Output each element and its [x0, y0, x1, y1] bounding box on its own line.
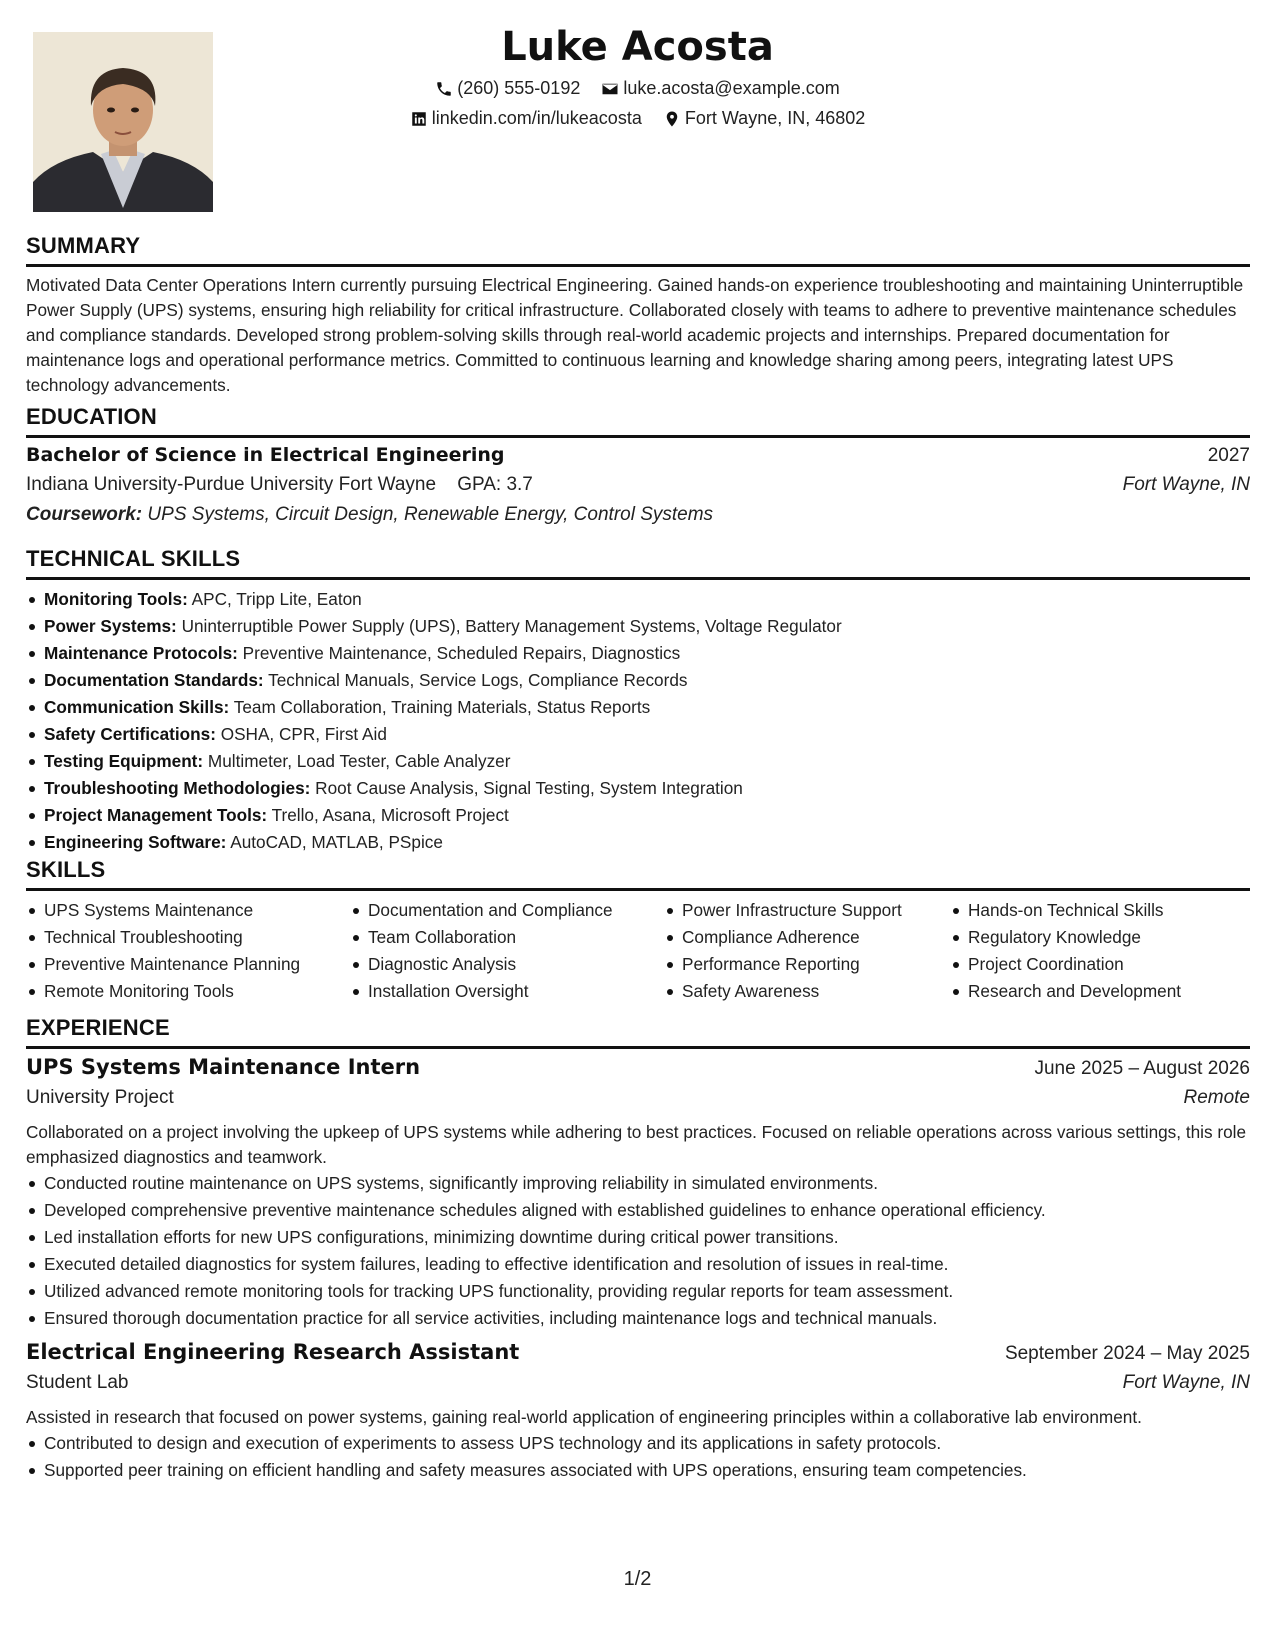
contact-row-2 [0, 108, 1275, 133]
job-title: Electrical Engineering Research Assistant [26, 1340, 520, 1364]
list-item: Technical Troubleshooting [26, 924, 326, 951]
education-school-row [26, 474, 1250, 504]
list-item: Diagnostic Analysis [350, 951, 640, 978]
skills-grid [26, 897, 1250, 1005]
email-text: luke.acosta@example.com [623, 78, 840, 98]
skills-column-1 [26, 897, 326, 1005]
school-line [26, 474, 533, 496]
education-degree-row [26, 444, 1250, 474]
list-item: Installation Oversight [350, 978, 640, 1005]
list-item [26, 802, 1250, 829]
list-item [26, 748, 1250, 775]
job-org-row [26, 1087, 1250, 1117]
gpa: GPA: 3.7 [457, 474, 533, 495]
technical-skills-section [26, 546, 1250, 856]
school-name: Indiana University-Purdue University Fort Wayne [26, 474, 437, 495]
skill-values: Multimeter, Load Tester, Cable Analyzer [207, 751, 511, 771]
list-item [26, 586, 1250, 613]
job-dates: September 2024 – May 2025 [1004, 1343, 1250, 1364]
education-heading: EDUCATION [26, 404, 1250, 438]
job-location: Fort Wayne, IN [1122, 1372, 1250, 1393]
skill-values: Preventive Maintenance, Scheduled Repairs, Diagnostics [242, 643, 681, 663]
list-item: Ensured thorough documentation practice for all service activities, including maintenance logs and technical manuals. [26, 1305, 1250, 1332]
job-description: Assisted in research that focused on power systems, gaining real-world application of engineering principles within a collaborative lab environment. [26, 1407, 1142, 1427]
school-location: Fort Wayne, IN [1122, 474, 1250, 495]
list-item [26, 775, 1250, 802]
job-organization: University Project [26, 1087, 174, 1108]
experience-entry [26, 1055, 1250, 1332]
job-title-row [26, 1340, 1250, 1372]
experience-heading: EXPERIENCE [26, 1015, 1250, 1049]
graduation-year: 2027 [1207, 445, 1250, 466]
list-item: Power Infrastructure Support [664, 897, 926, 924]
list-item: Preventive Maintenance Planning [26, 951, 326, 978]
list-item: Research and Development [950, 978, 1220, 1005]
coursework-line [26, 504, 1250, 534]
job-dates: June 2025 – August 2026 [1034, 1058, 1250, 1079]
summary-section [26, 233, 1250, 398]
email-contact[interactable] [601, 78, 839, 99]
list-item: Supported peer training on efficient handling and safety measures associated with UPS operations, ensuring team competencies. [26, 1457, 1250, 1484]
skills-column-2 [350, 897, 640, 1005]
skill-category: Documentation Standards: [44, 670, 264, 690]
skills-column-3 [664, 897, 926, 1005]
skill-category: Maintenance Protocols: [44, 643, 238, 663]
list-item: Safety Awareness [664, 978, 926, 1005]
coursework-list: UPS Systems, Circuit Design, Renewable Energy, Control Systems [147, 504, 714, 525]
list-item: Hands-on Technical Skills [950, 897, 1220, 924]
job-organization: Student Lab [26, 1372, 129, 1393]
list-item: Team Collaboration [350, 924, 640, 951]
list-item: Led installation efforts for new UPS configurations, minimizing downtime during critical power transitions. [26, 1224, 1250, 1251]
list-item: Regulatory Knowledge [950, 924, 1220, 951]
skill-values: Technical Manuals, Service Logs, Compliance Records [268, 670, 688, 690]
skill-category: Testing Equipment: [44, 751, 204, 771]
skill-values: Team Collaboration, Training Materials, Status Reports [233, 697, 651, 717]
education-section [26, 404, 1250, 534]
list-item [26, 667, 1250, 694]
job-description: Collaborated on a project involving the upkeep of UPS systems while adhering to best practices. Focused on reliable operations across various settings, this role emphasized diagnostics and teamwork. [26, 1122, 1247, 1167]
job-title-row [26, 1055, 1250, 1087]
skills-heading: SKILLS [26, 857, 1250, 891]
skill-category: Power Systems: [44, 616, 177, 636]
technical-skills-list [26, 586, 1250, 856]
list-item: Developed comprehensive preventive maintenance schedules aligned with established guidelines to enhance operational efficiency. [26, 1197, 1250, 1224]
skills-column-4 [950, 897, 1220, 1005]
experience-section [26, 1015, 1250, 1484]
contact-row-1 [0, 78, 1275, 103]
phone-contact[interactable] [435, 78, 580, 99]
skill-category: Troubleshooting Methodologies: [44, 778, 311, 798]
summary-text: Motivated Data Center Operations Intern currently pursuing Electrical Engineering. Gained hands-on experience troubleshooting and maintaining Uninterruptible Power Supply (UPS) systems, ensuring high reliability for critical infrastructure. Collaborated closely with teams to adhere to preventive maintenance schedules and compliance standards. Developed strong problem-solving skills through real-world academic projects and internships. Prepared documentation for maintenance logs and operational performance metrics. Committed to continuous learning and knowledge sharing among peers, integrating latest UPS technology advancements. [26, 275, 1244, 395]
skill-values: OSHA, CPR, First Aid [220, 724, 387, 744]
skill-category: Communication Skills: [44, 697, 230, 717]
linkedin-icon [410, 110, 428, 128]
job-bullets [26, 1430, 1250, 1484]
skill-values: APC, Tripp Lite, Eaton [191, 589, 362, 609]
skills-section [26, 857, 1250, 1005]
linkedin-contact[interactable] [410, 108, 642, 129]
technical-skills-heading: TECHNICAL SKILLS [26, 546, 1250, 580]
list-item: Contributed to design and execution of experiments to assess UPS technology and its applications in safety protocols. [26, 1430, 1250, 1457]
map-pin-icon [663, 110, 681, 128]
list-item: Performance Reporting [664, 951, 926, 978]
job-bullets [26, 1170, 1250, 1332]
envelope-icon [601, 80, 619, 98]
skill-category: Engineering Software: [44, 832, 227, 852]
list-item [26, 694, 1250, 721]
list-item [26, 829, 1250, 856]
location-contact [663, 108, 865, 129]
skill-category: Monitoring Tools: [44, 589, 188, 609]
list-item: Documentation and Compliance [350, 897, 640, 924]
summary-heading: SUMMARY [26, 233, 1250, 267]
coursework-label: Coursework: [26, 504, 143, 525]
list-item: Conducted routine maintenance on UPS systems, significantly improving reliability in simulated environments. [26, 1170, 1250, 1197]
list-item [26, 721, 1250, 748]
list-item: Executed detailed diagnostics for system failures, leading to effective identification and resolution of issues in real-time. [26, 1251, 1250, 1278]
list-item [26, 613, 1250, 640]
skill-values: AutoCAD, MATLAB, PSpice [230, 832, 443, 852]
list-item: Remote Monitoring Tools [26, 978, 326, 1005]
phone-icon [435, 80, 453, 98]
list-item: UPS Systems Maintenance [26, 897, 326, 924]
skill-values: Trello, Asana, Microsoft Project [271, 805, 509, 825]
phone-text: (260) 555-0192 [457, 78, 581, 98]
linkedin-text: linkedin.com/in/lukeacosta [431, 108, 642, 128]
list-item: Project Coordination [950, 951, 1220, 978]
skill-category: Project Management Tools: [44, 805, 268, 825]
job-title: UPS Systems Maintenance Intern [26, 1055, 421, 1079]
skill-values: Root Cause Analysis, Signal Testing, System Integration [315, 778, 743, 798]
job-org-row [26, 1372, 1250, 1402]
candidate-name: Luke Acosta [501, 24, 774, 70]
list-item [26, 640, 1250, 667]
skill-values: Uninterruptible Power Supply (UPS), Battery Management Systems, Voltage Regulator [181, 616, 842, 636]
job-location: Remote [1183, 1087, 1250, 1108]
list-item: Utilized advanced remote monitoring tools for tracking UPS functionality, providing regular reports for team assessment. [26, 1278, 1250, 1305]
list-item: Compliance Adherence [664, 924, 926, 951]
skill-category: Safety Certifications: [44, 724, 216, 744]
experience-entry [26, 1340, 1250, 1484]
location-text: Fort Wayne, IN, 46802 [684, 108, 866, 128]
degree-title: Bachelor of Science in Electrical Engineering [26, 444, 505, 466]
page-number: 1/2 [623, 1568, 652, 1590]
